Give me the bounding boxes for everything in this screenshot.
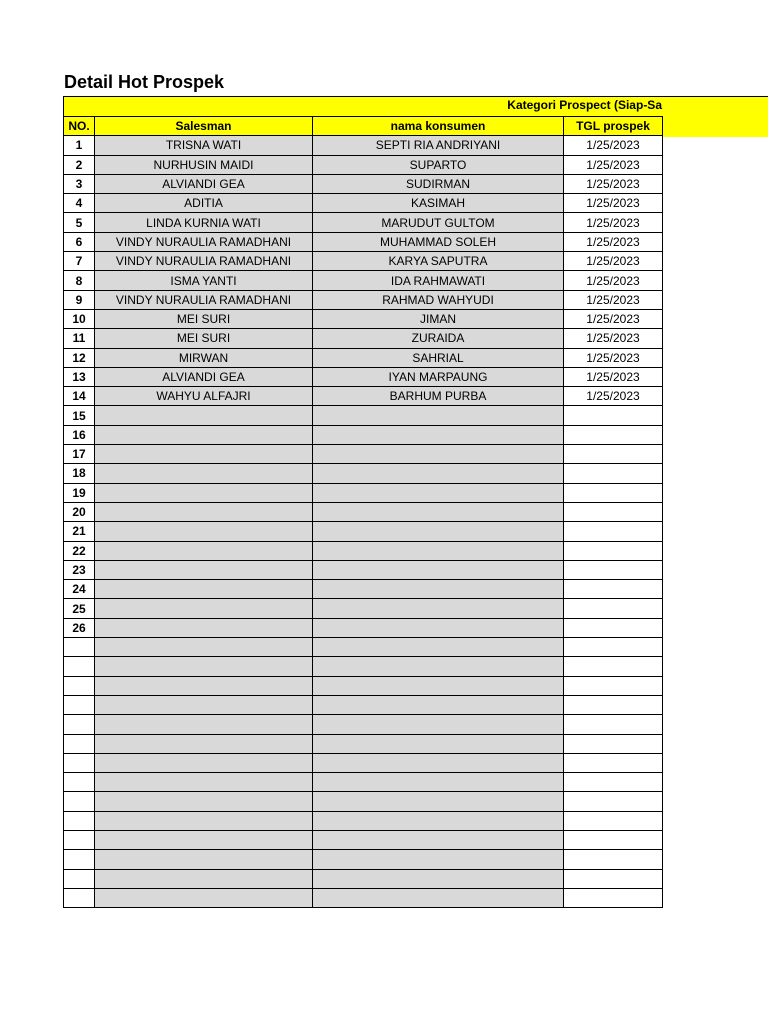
cell-konsumen[interactable]: ZURAIDA: [313, 329, 564, 348]
cell-no[interactable]: 17: [64, 445, 95, 464]
cell-tgl[interactable]: 1/25/2023: [564, 136, 663, 155]
table-row: [64, 753, 663, 772]
cell-salesman[interactable]: [95, 888, 313, 907]
cell-konsumen[interactable]: [313, 869, 564, 888]
cell-tgl[interactable]: [564, 830, 663, 849]
cell-tgl[interactable]: 1/25/2023: [564, 348, 663, 367]
cell-salesman[interactable]: MEI SURI: [95, 309, 313, 328]
cell-salesman[interactable]: [95, 734, 313, 753]
cell-salesman[interactable]: ISMA YANTI: [95, 271, 313, 290]
cell-no[interactable]: 5: [64, 213, 95, 232]
cell-tgl[interactable]: [564, 657, 663, 676]
cell-konsumen[interactable]: JIMAN: [313, 309, 564, 328]
cell-no[interactable]: [64, 792, 95, 811]
cell-tgl[interactable]: [564, 638, 663, 657]
cell-no[interactable]: [64, 734, 95, 753]
cell-salesman[interactable]: [95, 560, 313, 579]
cell-salesman[interactable]: MIRWAN: [95, 348, 313, 367]
cell-salesman[interactable]: [95, 830, 313, 849]
cell-no[interactable]: 15: [64, 406, 95, 425]
table-row: [64, 502, 663, 521]
cell-salesman[interactable]: WAHYU ALFAJRI: [95, 387, 313, 406]
cell-salesman[interactable]: [95, 483, 313, 502]
table-row: [64, 869, 663, 888]
table-row: [64, 522, 663, 541]
cell-tgl[interactable]: [564, 599, 663, 618]
table-row: [64, 618, 663, 637]
cell-konsumen[interactable]: MARUDUT GULTOM: [313, 213, 564, 232]
cell-no[interactable]: 7: [64, 252, 95, 271]
cell-salesman[interactable]: TRISNA WATI: [95, 136, 313, 155]
table-row: [64, 290, 663, 309]
table-row: [64, 811, 663, 830]
table-row: [64, 541, 663, 560]
cell-konsumen[interactable]: SEPTI RIA ANDRIYANI: [313, 136, 564, 155]
cell-salesman[interactable]: ALVIANDI GEA: [95, 174, 313, 193]
table-row: [64, 348, 663, 367]
cell-tgl[interactable]: [564, 811, 663, 830]
cell-tgl[interactable]: [564, 869, 663, 888]
cell-salesman[interactable]: [95, 773, 313, 792]
cell-salesman[interactable]: VINDY NURAULIA RAMADHANI: [95, 290, 313, 309]
cell-konsumen[interactable]: SUDIRMAN: [313, 174, 564, 193]
cell-no[interactable]: 22: [64, 541, 95, 560]
cell-tgl[interactable]: [564, 406, 663, 425]
cell-konsumen[interactable]: KARYA SAPUTRA: [313, 252, 564, 271]
cell-no[interactable]: 8: [64, 271, 95, 290]
cell-salesman[interactable]: [95, 522, 313, 541]
col-header-no[interactable]: NO.: [64, 117, 95, 136]
cell-no[interactable]: 25: [64, 599, 95, 618]
cell-konsumen[interactable]: [313, 483, 564, 502]
cell-no[interactable]: 1: [64, 136, 95, 155]
cell-salesman[interactable]: [95, 502, 313, 521]
cell-salesman[interactable]: [95, 599, 313, 618]
kategori-header: [63, 96, 768, 117]
cell-salesman[interactable]: [95, 657, 313, 676]
cell-salesman[interactable]: VINDY NURAULIA RAMADHANI: [95, 252, 313, 271]
table-row: [64, 695, 663, 714]
cell-salesman[interactable]: [95, 445, 313, 464]
table-row: [64, 638, 663, 657]
table-row: [64, 425, 663, 444]
table-row: [64, 888, 663, 907]
cell-no[interactable]: 13: [64, 367, 95, 386]
cell-tgl[interactable]: [564, 541, 663, 560]
cell-no[interactable]: 12: [64, 348, 95, 367]
table-row: [64, 599, 663, 618]
cell-konsumen[interactable]: [313, 715, 564, 734]
cell-tgl[interactable]: [564, 676, 663, 695]
cell-salesman[interactable]: [95, 811, 313, 830]
cell-tgl[interactable]: [564, 580, 663, 599]
cell-konsumen[interactable]: [313, 695, 564, 714]
cell-no[interactable]: [64, 888, 95, 907]
cell-salesman[interactable]: [95, 464, 313, 483]
cell-konsumen[interactable]: [313, 618, 564, 637]
table-row: [64, 155, 663, 174]
cell-no[interactable]: 24: [64, 580, 95, 599]
cell-konsumen[interactable]: [313, 445, 564, 464]
col-header-konsumen[interactable]: nama konsumen: [313, 117, 564, 136]
cell-no[interactable]: [64, 811, 95, 830]
cell-tgl[interactable]: 1/25/2023: [564, 271, 663, 290]
cell-no[interactable]: [64, 869, 95, 888]
cell-salesman[interactable]: LINDA KURNIA WATI: [95, 213, 313, 232]
cell-no[interactable]: [64, 850, 95, 869]
table-row: [64, 136, 663, 155]
cell-konsumen[interactable]: [313, 560, 564, 579]
cell-konsumen[interactable]: [313, 638, 564, 657]
cell-tgl[interactable]: [564, 792, 663, 811]
cell-no[interactable]: 18: [64, 464, 95, 483]
cell-salesman[interactable]: ALVIANDI GEA: [95, 367, 313, 386]
cell-no[interactable]: 21: [64, 522, 95, 541]
cell-tgl[interactable]: 1/25/2023: [564, 252, 663, 271]
cell-konsumen[interactable]: [313, 425, 564, 444]
table-header-row: [64, 117, 663, 136]
col-header-tgl[interactable]: TGL prospek: [564, 117, 663, 136]
cell-no[interactable]: 9: [64, 290, 95, 309]
cell-no[interactable]: 23: [64, 560, 95, 579]
cell-salesman[interactable]: [95, 406, 313, 425]
cell-no[interactable]: 19: [64, 483, 95, 502]
cell-konsumen[interactable]: [313, 676, 564, 695]
table-row: [64, 271, 663, 290]
cell-salesman[interactable]: [95, 618, 313, 637]
table-row: [64, 580, 663, 599]
cell-no[interactable]: [64, 715, 95, 734]
cell-no[interactable]: 11: [64, 329, 95, 348]
col-header-salesman[interactable]: Salesman: [95, 117, 313, 136]
page-title: Detail Hot Prospek: [64, 72, 225, 92]
cell-tgl[interactable]: [564, 445, 663, 464]
cell-konsumen[interactable]: [313, 522, 564, 541]
cell-tgl[interactable]: [564, 502, 663, 521]
table-row: [64, 464, 663, 483]
table-row: [64, 213, 663, 232]
cell-konsumen[interactable]: IYAN MARPAUNG: [313, 367, 564, 386]
cell-konsumen[interactable]: RAHMAD WAHYUDI: [313, 290, 564, 309]
cell-tgl[interactable]: 1/25/2023: [564, 367, 663, 386]
cell-konsumen[interactable]: SAHRIAL: [313, 348, 564, 367]
table-row: [64, 850, 663, 869]
cell-no[interactable]: 20: [64, 502, 95, 521]
table-row: [64, 309, 663, 328]
cell-konsumen[interactable]: BARHUM PURBA: [313, 387, 564, 406]
table-row: [64, 560, 663, 579]
table-row: [64, 483, 663, 502]
cell-konsumen[interactable]: [313, 502, 564, 521]
cell-tgl[interactable]: 1/25/2023: [564, 309, 663, 328]
cell-tgl[interactable]: [564, 618, 663, 637]
table-row: [64, 406, 663, 425]
cell-no[interactable]: 10: [64, 309, 95, 328]
prospek-table: [63, 116, 663, 908]
cell-konsumen[interactable]: [313, 599, 564, 618]
cell-no[interactable]: [64, 830, 95, 849]
cell-salesman[interactable]: VINDY NURAULIA RAMADHANI: [95, 232, 313, 251]
cell-konsumen[interactable]: [313, 734, 564, 753]
cell-salesman[interactable]: [95, 792, 313, 811]
cell-konsumen[interactable]: [313, 464, 564, 483]
table-row: [64, 676, 663, 695]
cell-tgl[interactable]: 1/25/2023: [564, 174, 663, 193]
cell-tgl[interactable]: [564, 522, 663, 541]
header-extension: [661, 116, 768, 137]
cell-no[interactable]: 2: [64, 155, 95, 174]
table-row: [64, 367, 663, 386]
cell-tgl[interactable]: 1/25/2023: [564, 387, 663, 406]
cell-salesman[interactable]: [95, 580, 313, 599]
table-row: [64, 252, 663, 271]
table-row: [64, 174, 663, 193]
cell-tgl[interactable]: 1/25/2023: [564, 232, 663, 251]
cell-konsumen[interactable]: [313, 657, 564, 676]
cell-no[interactable]: [64, 695, 95, 714]
table-row: [64, 329, 663, 348]
cell-salesman[interactable]: [95, 541, 313, 560]
cell-no[interactable]: [64, 676, 95, 695]
cell-konsumen[interactable]: [313, 773, 564, 792]
cell-konsumen[interactable]: [313, 753, 564, 772]
cell-no[interactable]: [64, 753, 95, 772]
cell-konsumen[interactable]: [313, 580, 564, 599]
cell-tgl[interactable]: [564, 464, 663, 483]
table-row: [64, 445, 663, 464]
cell-salesman[interactable]: [95, 753, 313, 772]
cell-konsumen[interactable]: [313, 850, 564, 869]
cell-no[interactable]: [64, 638, 95, 657]
cell-tgl[interactable]: [564, 695, 663, 714]
cell-konsumen[interactable]: [313, 792, 564, 811]
cell-tgl[interactable]: [564, 483, 663, 502]
cell-salesman[interactable]: NURHUSIN MAIDI: [95, 155, 313, 174]
cell-tgl[interactable]: [564, 734, 663, 753]
cell-salesman[interactable]: [95, 425, 313, 444]
table-row: [64, 792, 663, 811]
cell-no[interactable]: 3: [64, 174, 95, 193]
cell-no[interactable]: [64, 657, 95, 676]
table-row: [64, 194, 663, 213]
cell-konsumen[interactable]: IDA RAHMAWATI: [313, 271, 564, 290]
cell-konsumen[interactable]: [313, 406, 564, 425]
cell-konsumen[interactable]: MUHAMMAD SOLEH: [313, 232, 564, 251]
cell-tgl[interactable]: 1/25/2023: [564, 329, 663, 348]
cell-no[interactable]: 26: [64, 618, 95, 637]
cell-konsumen[interactable]: [313, 811, 564, 830]
table-row: [64, 232, 663, 251]
cell-no[interactable]: [64, 773, 95, 792]
cell-salesman[interactable]: [95, 850, 313, 869]
table-row: [64, 657, 663, 676]
cell-tgl[interactable]: [564, 773, 663, 792]
cell-salesman[interactable]: MEI SURI: [95, 329, 313, 348]
cell-konsumen[interactable]: KASIMAH: [313, 194, 564, 213]
cell-tgl[interactable]: 1/25/2023: [564, 194, 663, 213]
cell-konsumen[interactable]: SUPARTO: [313, 155, 564, 174]
cell-salesman[interactable]: [95, 869, 313, 888]
kategori-label: Kategori Prospect (Siap-Sa: [507, 98, 662, 112]
cell-tgl[interactable]: [564, 888, 663, 907]
cell-tgl[interactable]: 1/25/2023: [564, 155, 663, 174]
cell-tgl[interactable]: 1/25/2023: [564, 290, 663, 309]
cell-salesman[interactable]: [95, 676, 313, 695]
table-row: [64, 387, 663, 406]
table-row: [64, 773, 663, 792]
table-row: [64, 734, 663, 753]
cell-no[interactable]: 14: [64, 387, 95, 406]
cell-no[interactable]: 4: [64, 194, 95, 213]
table-row: [64, 715, 663, 734]
cell-no[interactable]: 16: [64, 425, 95, 444]
cell-konsumen[interactable]: [313, 888, 564, 907]
cell-salesman[interactable]: [95, 695, 313, 714]
cell-salesman[interactable]: [95, 638, 313, 657]
cell-salesman[interactable]: ADITIA: [95, 194, 313, 213]
cell-tgl[interactable]: 1/25/2023: [564, 213, 663, 232]
table-row: [64, 830, 663, 849]
cell-tgl[interactable]: [564, 425, 663, 444]
cell-tgl[interactable]: [564, 753, 663, 772]
cell-salesman[interactable]: [95, 715, 313, 734]
cell-konsumen[interactable]: [313, 541, 564, 560]
cell-tgl[interactable]: [564, 560, 663, 579]
cell-no[interactable]: 6: [64, 232, 95, 251]
cell-tgl[interactable]: [564, 850, 663, 869]
cell-konsumen[interactable]: [313, 830, 564, 849]
cell-tgl[interactable]: [564, 715, 663, 734]
